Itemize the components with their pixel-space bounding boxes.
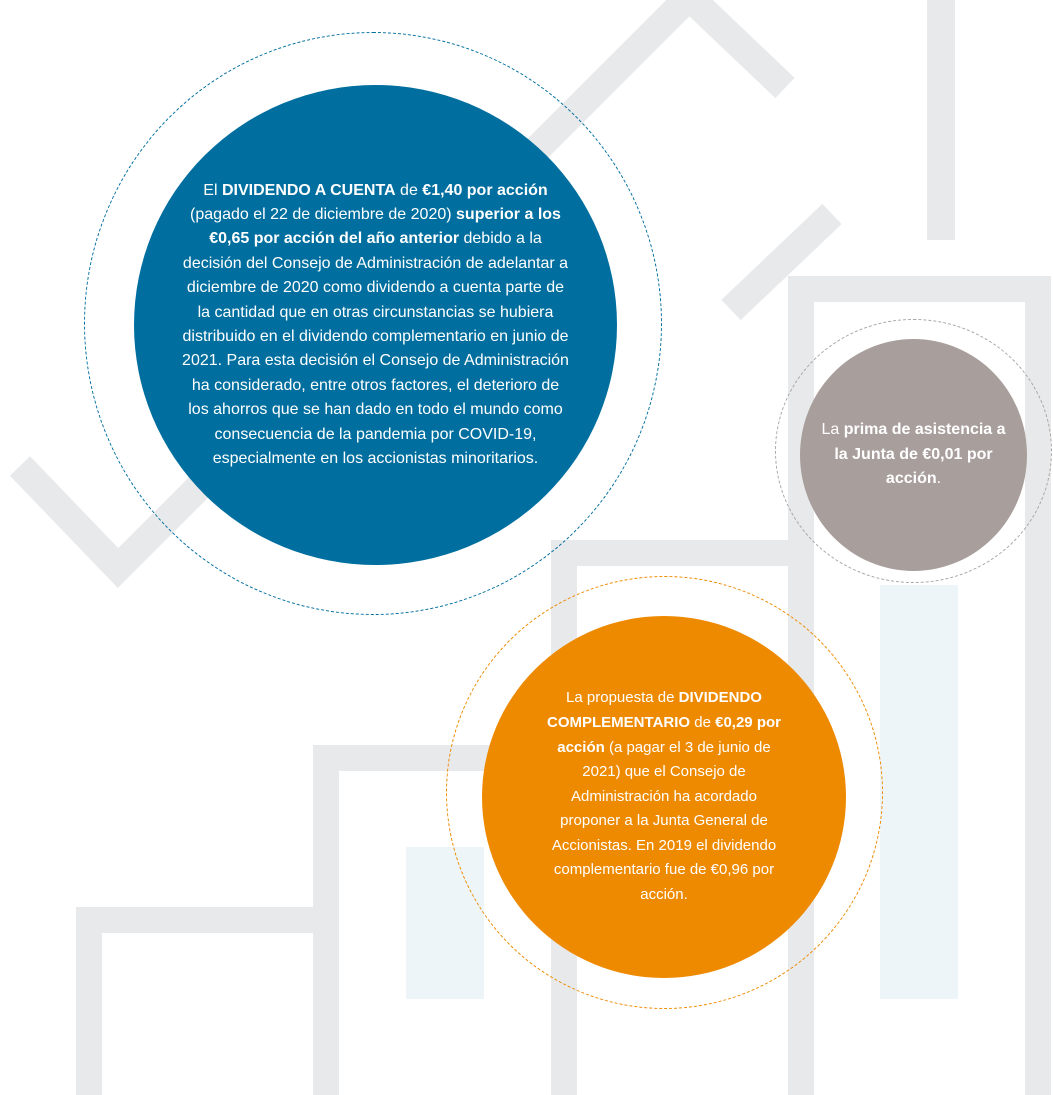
complementary-dividend-text: La propuesta de DIVIDENDO COMPLEMENTARIO de €0,29 por acción (a pagar el 3 de junio de 2021) que el Consejo de Administración ha acordado proponer a la Junta General de Accionistas. En 2019 el dividendo complementario fue de €0,96 por acción. — [547, 689, 781, 904]
dividend-on-account-circle — [134, 85, 617, 565]
attendance-premium-text: La prima de asistencia a la Junta de €0,01 por acción. — [821, 421, 1006, 488]
dividend-on-account-text: El DIVIDENDO A CUENTA de €1,40 por acción (pagado el 22 de diciembre de 2020) superior a los €0,65 por acción del año anterior debido a la decisión del Consejo de Administración de adelantar a diciembre de 2020 como dividendo a cuenta parte de la cantidad que en otras circunstancias se hubiera distribuido en el dividendo complementario en junio de 2021. Para esta decisión el Consejo de Administración ha considerado, entre otros factores, el deterioro de los ahorros que se han dado en todo el mundo como consecuencia de la pandemia por COVID-19, especialmente en los accionistas minoritarios. — [182, 181, 569, 468]
attendance-premium-circle — [800, 339, 1027, 571]
bar-outline-1 — [89, 920, 326, 1095]
complementary-dividend-circle — [482, 616, 846, 978]
arrow-head-lower — [682, 0, 785, 88]
bar-fill-right — [880, 585, 958, 999]
